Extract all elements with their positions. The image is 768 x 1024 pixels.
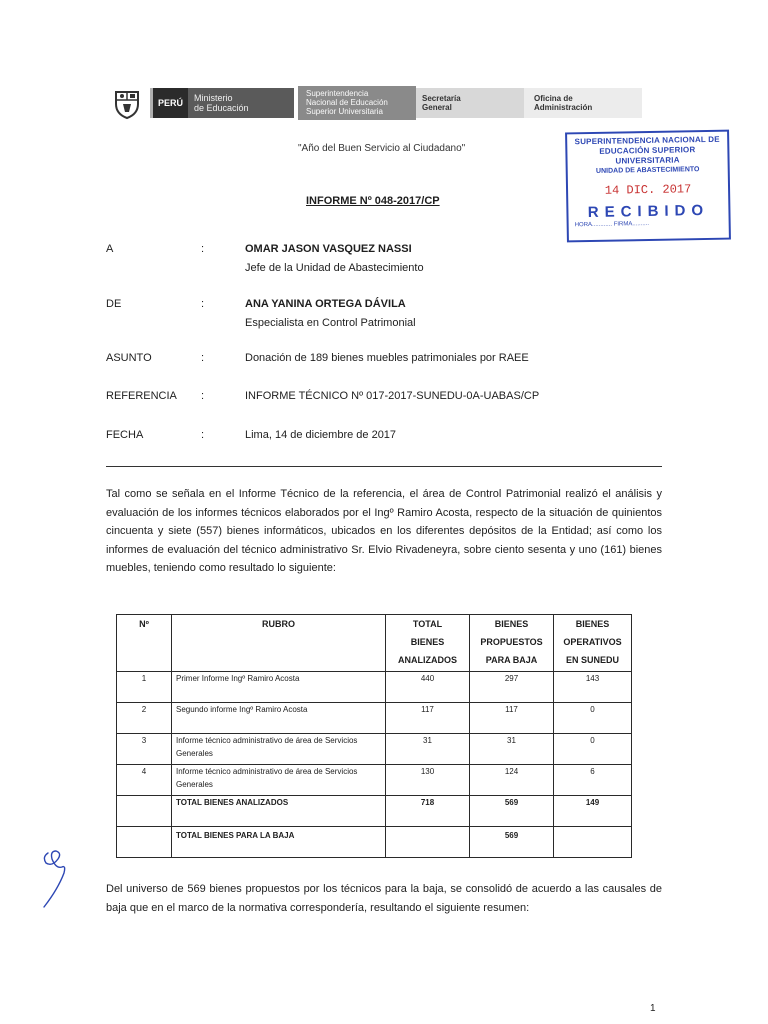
table-row: 3 Informe técnico administrativo de área de Servicios Generales 31 31 0 xyxy=(117,734,632,765)
institution-banner xyxy=(110,84,655,122)
header-propuestos: BIENES PROPUESTOS PARA BAJA xyxy=(470,615,554,672)
table-row: 4 Informe técnico administrativo de área de Servicios Generales 130 124 6 xyxy=(117,765,632,796)
field-a-colon: : xyxy=(201,243,205,255)
field-de-label: DE xyxy=(106,298,122,310)
table-header-row xyxy=(117,615,632,672)
year-motto: "Año del Buen Servicio al Ciudadano" xyxy=(298,143,466,154)
header-total: TOTAL BIENES ANALIZADOS xyxy=(386,615,470,672)
header-rubro: RUBRO xyxy=(172,615,386,672)
received-stamp xyxy=(565,130,731,243)
paragraph-intro: Tal como se señala en el Informe Técnico de la referencia, el área de Control Patrimonial realizó el análisis y evaluación de los informes técnicos elaborados por el Ingº Ramiro Acosta, respecto de la situación de quinientos cincuenta y siete (557) bienes informáticos, ubicados en los diferentes depósitos de la Entidad; así como los informes de evaluación del técnico administrativo Sr. Elvio Rivadeneyra, sobre ciento sesenta y uno (161) bienes muebles, teniendo como resultado lo siguiente: xyxy=(106,488,662,574)
table-total-analizados-row: TOTAL BIENES ANALIZADOS 718 569 149 xyxy=(117,796,632,827)
handwritten-initials xyxy=(38,845,78,915)
page-number: 1 xyxy=(650,1003,656,1014)
field-fecha-label: FECHA xyxy=(106,429,144,441)
field-de-colon: : xyxy=(201,298,205,310)
peru-label: PERÚ xyxy=(150,88,188,118)
table-row: 2 Segundo informe Ingº Ramiro Acosta 117 117 0 xyxy=(117,703,632,734)
header-n: Nº xyxy=(117,615,172,672)
stamp-line-2: EDUCACIÓN SUPERIOR UNIVERSITARIA xyxy=(599,145,696,166)
field-de-role: Especialista en Control Patrimonial xyxy=(245,317,416,329)
stamp-recibido: RECIBIDO xyxy=(587,201,710,222)
paragraph-consolidation: Del universo de 569 bienes propuestos por los técnicos para la baja, se consolidó de acuerdo a las causales de baja que en el marco de la normativa correspondería, resultando el siguiente resumen: xyxy=(106,883,662,914)
ministerio-label: Ministerio de Educación xyxy=(188,88,294,118)
field-a-role: Jefe de la Unidad de Abastecimiento xyxy=(245,262,424,274)
stamp-hora: HORA............ FIRMA.......... xyxy=(574,220,650,229)
field-de-name: ANA YANINA ORTEGA DÁVILA xyxy=(245,298,406,310)
field-a-name: OMAR JASON VASQUEZ NASSI xyxy=(245,243,412,255)
field-asunto-label: ASUNTO xyxy=(106,352,152,364)
secretaria-label: Secretaría General xyxy=(416,88,524,118)
field-referencia-value: INFORME TÉCNICO Nº 017-2017-SUNEDU-0A-UABAS/CP xyxy=(245,390,540,402)
summary-table xyxy=(116,614,632,858)
table-row: 1 Primer Informe Ingº Ramiro Acosta 440 297 143 xyxy=(117,672,632,703)
header-operativos: BIENES OPERATIVOS EN SUNEDU xyxy=(554,615,632,672)
separator-rule xyxy=(106,466,662,467)
table-total-baja-row: TOTAL BIENES PARA LA BAJA 569 xyxy=(117,827,632,858)
stamp-line-1: SUPERINTENDENCIA NACIONAL DE xyxy=(574,134,720,147)
field-referencia-colon: : xyxy=(201,390,205,402)
oficina-label: Oficina de Administración xyxy=(524,88,642,118)
stamp-line-3: UNIDAD DE ABASTECIMIENTO xyxy=(595,166,700,175)
field-asunto-colon: : xyxy=(201,352,205,364)
field-fecha-colon: : xyxy=(201,429,205,441)
field-fecha-value: Lima, 14 de diciembre de 2017 xyxy=(245,429,397,441)
sunedu-label: Superintendencia Nacional de Educación Superior Universitaria xyxy=(298,86,416,120)
stamp-date: 14 DIC. 2017 xyxy=(604,182,692,198)
peru-crest-icon xyxy=(110,86,144,120)
field-asunto-value: Donación de 189 bienes muebles patrimoniales por RAEE xyxy=(245,352,529,364)
field-referencia-label: REFERENCIA xyxy=(106,390,177,402)
field-a-label: A xyxy=(106,243,114,255)
report-title: INFORME Nº 048-2017/CP xyxy=(306,195,440,207)
